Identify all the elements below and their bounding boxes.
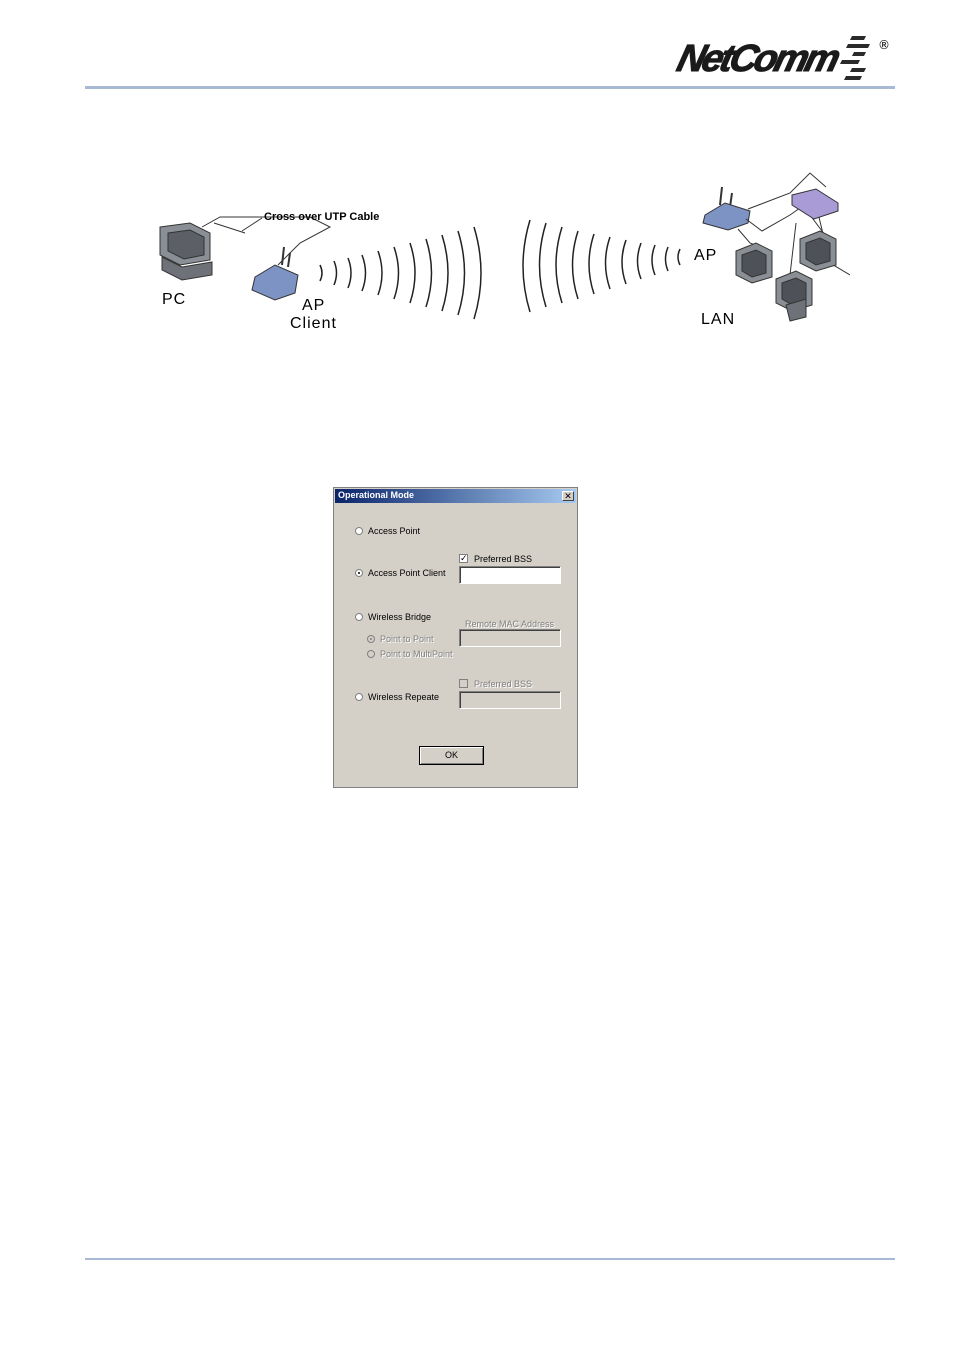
label-access-point-client: Access Point Client bbox=[368, 568, 446, 578]
signal-waves-incoming bbox=[523, 220, 680, 312]
radio-access-point[interactable] bbox=[355, 527, 363, 535]
label-point-to-point: Point to Point bbox=[380, 634, 434, 644]
preferred-bss-input[interactable] bbox=[459, 566, 561, 584]
ap-client-label-line1: AP bbox=[302, 297, 326, 314]
lan-pc-icon-2 bbox=[800, 231, 836, 271]
ap-client-device-icon bbox=[252, 247, 298, 300]
repeater-preferred-bss-input[interactable] bbox=[459, 691, 561, 709]
ap-client-label-line2: Client bbox=[290, 315, 337, 332]
radio-access-point-client[interactable] bbox=[355, 569, 363, 577]
operational-mode-dialog bbox=[333, 487, 578, 788]
label-wireless-repeater: Wireless Repeate bbox=[368, 692, 440, 702]
cable-label: Cross over UTP Cable bbox=[264, 211, 380, 223]
label-preferred-bss: Preferred BSS bbox=[474, 554, 533, 564]
header-divider bbox=[85, 86, 895, 89]
diagram-drawing bbox=[150, 165, 850, 340]
access-point-device-icon bbox=[703, 187, 750, 230]
checkbox-preferred-bss[interactable]: ✓ bbox=[460, 553, 468, 563]
network-diagram bbox=[150, 165, 850, 340]
registered-mark: ® bbox=[878, 38, 890, 52]
lan-label: LAN bbox=[701, 311, 736, 328]
close-button[interactable]: ✕ bbox=[562, 491, 574, 501]
radio-point-to-point[interactable] bbox=[367, 635, 375, 643]
logo-dashes-icon bbox=[840, 34, 876, 86]
logo-wordmark: NetComm bbox=[672, 38, 842, 80]
checkbox-repeater-preferred-bss[interactable] bbox=[459, 679, 468, 688]
radio-point-to-multipoint[interactable] bbox=[367, 650, 375, 658]
label-repeater-preferred-bss: Preferred BSS bbox=[474, 679, 533, 689]
radio-wireless-bridge[interactable] bbox=[355, 613, 363, 621]
signal-waves-outgoing bbox=[320, 227, 481, 319]
dialog-title: Operational Mode bbox=[338, 490, 415, 500]
radio-wireless-repeater[interactable] bbox=[355, 693, 363, 701]
footer-divider bbox=[85, 1258, 895, 1260]
label-wireless-bridge: Wireless Bridge bbox=[368, 612, 432, 622]
ap-label: AP bbox=[694, 247, 718, 264]
label-point-to-multipoint: Point to MultiPoint bbox=[380, 649, 453, 659]
lan-pc-icon-1 bbox=[736, 243, 772, 283]
network-switch-icon bbox=[792, 189, 838, 219]
dialog-titlebar[interactable] bbox=[335, 489, 576, 503]
label-access-point: Access Point bbox=[368, 526, 421, 536]
remote-mac-address-input[interactable] bbox=[459, 629, 561, 647]
pc-icon bbox=[160, 223, 212, 280]
ok-button[interactable]: OK bbox=[419, 746, 484, 765]
netcomm-logo bbox=[672, 30, 894, 86]
label-remote-mac-address: Remote MAC Address bbox=[465, 619, 555, 629]
lan-pc-icon-3 bbox=[776, 271, 812, 321]
pc-label: PC bbox=[162, 291, 187, 308]
